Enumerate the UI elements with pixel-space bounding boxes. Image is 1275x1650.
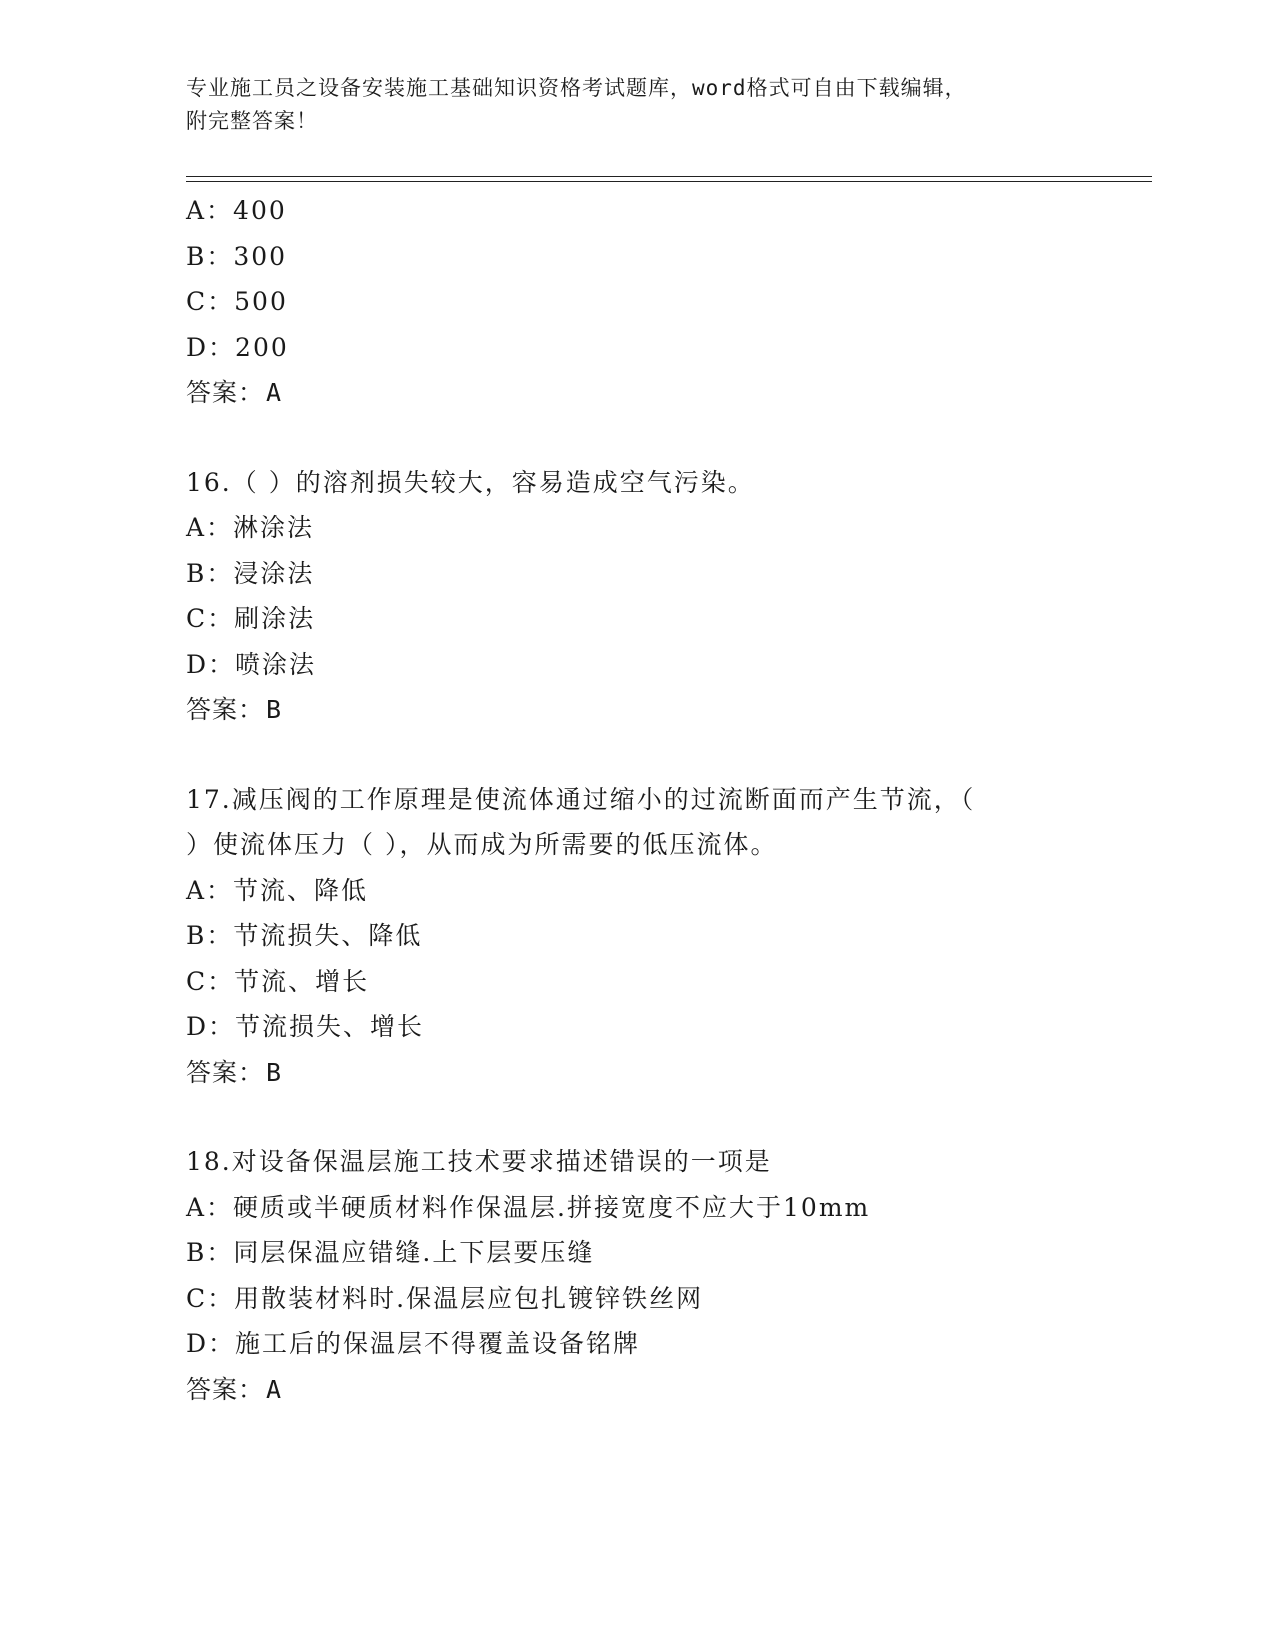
question-block-18 <box>186 1139 1166 1412</box>
document-header <box>186 72 1066 138</box>
answer-value: A <box>266 378 283 407</box>
option-a: A：淋涂法 <box>186 513 315 542</box>
answer-line <box>186 370 1166 416</box>
spacer <box>186 1095 1166 1139</box>
answer-label: 答案： <box>186 378 265 407</box>
question-list <box>186 188 1166 1412</box>
question-text-line-1: 17.减压阀的工作原理是使流体通过缩小的过流断面而产生节流，（ <box>186 784 976 814</box>
answer-line <box>186 1050 1166 1096</box>
answer-line <box>186 1367 1166 1413</box>
option-a: A：节流、降低 <box>186 875 369 905</box>
option-d: D：喷涂法 <box>186 649 317 679</box>
option-c: C：用散装材料时.保温层应包扎镀锌铁丝网 <box>186 1283 704 1313</box>
option-d: D：200 <box>186 332 289 362</box>
option-a: A：硬质或半硬质材料作保温层.拼接宽度不应大于10mm <box>186 1192 871 1222</box>
answer-line <box>186 687 1166 733</box>
header-divider-top <box>186 176 1152 177</box>
option-b: B：浸涂法 <box>186 558 315 588</box>
question-block-15 <box>186 188 1166 416</box>
option-b: B：300 <box>186 241 288 271</box>
option-a: A：400 <box>186 196 287 225</box>
option-c: C：500 <box>186 287 288 316</box>
header-line-2: 附完整答案！ <box>186 109 318 133</box>
question-block-16 <box>186 460 1166 733</box>
header-divider-bottom <box>186 181 1152 182</box>
option-b: B：同层保温应错缝.上下层要压缝 <box>186 1238 595 1267</box>
answer-value: B <box>266 695 283 724</box>
option-c: C：刷涂法 <box>186 604 316 633</box>
question-block-17 <box>186 777 1166 1096</box>
option-c: C：节流、增长 <box>186 966 370 996</box>
answer-label: 答案： <box>186 1057 265 1087</box>
option-d: D：施工后的保温层不得覆盖设备铭牌 <box>186 1329 641 1358</box>
answer-value: B <box>266 1057 283 1087</box>
spacer <box>186 733 1166 777</box>
question-text-line-2: ）使流体压力（ ），从而成为所需要的低压流体。 <box>186 830 778 859</box>
spacer <box>186 416 1166 460</box>
answer-label: 答案： <box>186 1374 265 1404</box>
option-b: B：节流损失、降低 <box>186 921 423 950</box>
answer-label: 答案： <box>186 695 265 724</box>
option-d: D：节流损失、增长 <box>186 1012 425 1041</box>
question-text: 18.对设备保温层施工技术要求描述错误的一项是 <box>186 1147 772 1176</box>
header-line-1: 专业施工员之设备安装施工基础知识资格考试题库，word格式可自由下载编辑， <box>186 76 967 100</box>
question-text: 16.（ ）的溶剂损失较大，容易造成空气污染。 <box>186 467 755 497</box>
answer-value: A <box>266 1374 283 1404</box>
